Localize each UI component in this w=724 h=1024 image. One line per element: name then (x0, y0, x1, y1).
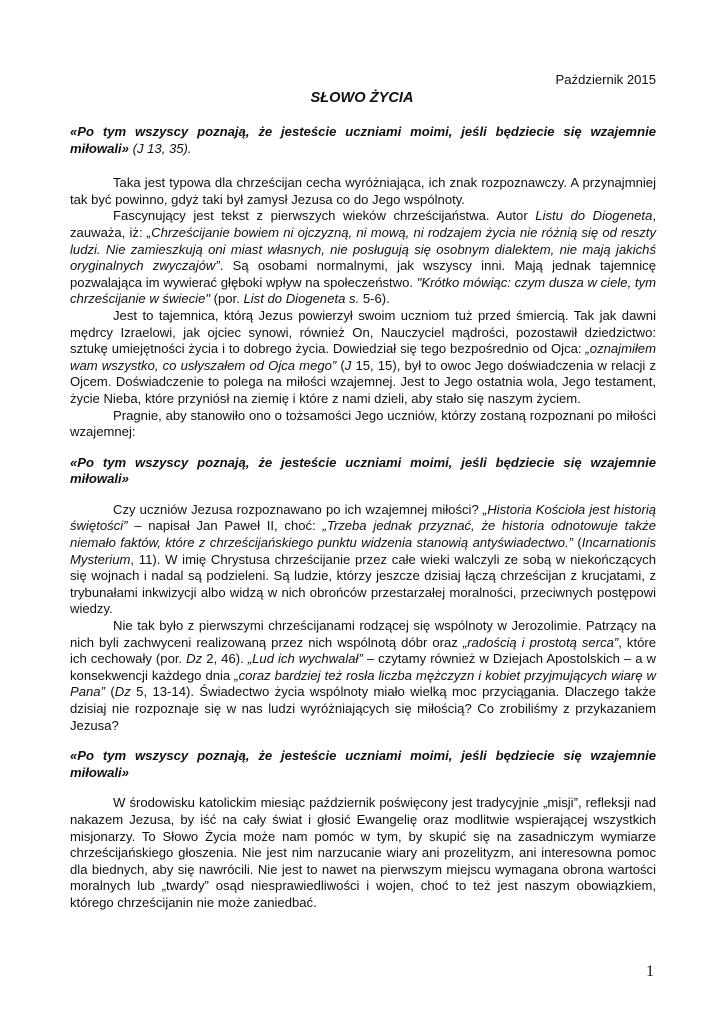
paragraph-7: W środowisku katolickim miesiąc październik poświęcony jest tradycyjnie „misji”, refleksji nad nakazem Jezusa, by iść na cały świat i głosić Ewangelię oraz modlitwie wspierającej wszystkich misjonarzy. To Słowo Życia może nam pomóc w tym, by skupić się na zasadniczym wymiarze chrześcijańskiego głoszenia. Nie jest nim narzucanie wiary ani prozelityzm, ani interesowna pomoc dla biednych, aby się nawrócili. Nie jest to nawet na pierwszym miejscu wymagana obrona wartości moralnych lub „twardy” osąd niesprawiedliwości i wojen, choć to też jest naszym obowiązkiem, którego chrześcijanin nie może zaniedbać. (70, 795, 656, 910)
motto-reference: (J 13, 35). (132, 140, 192, 156)
motto-quote: «Po tym wszyscy poznają, że jesteście uczniami moimi, jeśli będziecie się wzajemnie miłowali» (70, 124, 656, 156)
body-text (70, 124, 656, 912)
page-title: SŁOWO ŻYCIA (310, 90, 414, 106)
paragraph-5: Czy uczniów Jezusa rozpoznawano po ich wzajemnej miłości? „Historia Kościoła jest historią świętości” – napisał Jan Paweł II, choć: „Trzeba jednak przyznać, że historia odnotowuje także niemało faktów, które z chrześcijańskiego punktu widzenia stanowią antyświadectwo.” (Incarnationis Mysterium, 11). W imię Chrystusa chrześcijanie przez całe wieki walczyli ze sobą w niekończących się wojnach i nadal są podzieleni. Są ludzie, którzy jeszcze dzisiaj łączą chrześcijan z krucjatami, z trybunałami inkwizycji albo widzą w nich obrońców przestarzałej moralności, przeciwnych postępowi wiedzy. (70, 501, 657, 617)
paragraph-3: Jest to tajemnica, którą Jezus powierzył swoim uczniom tuż przed śmiercią. Tak jak dawni mędrcy Izraelowi, jak ojciec synowi, również On, Nauczyciel mądrości, pozostawił dziedzictwo: sztukę umiejętności życia i to dobrego życia. Dowiedział się tego bezpośrednio od Ojca: „oznajmiłem wam wszystko, co usłyszałem od Ojca mego” (J 15, 15), był to owoc Jego doświadczenia w relacji z Ojcem. Doświadczenie to polega na miłości wzajemnej. Jest to Jego ostatnia wola, Jego testament, życie Nieba, które przyniósł na ziemię i które z nami dzieli, aby stało się naszym życiem. (70, 307, 656, 406)
motto-quote-3: «Po tym wszyscy poznają, że jesteście uczniami moimi, jeśli będziecie się wzajemnie miłowali» (70, 748, 656, 780)
paragraph-4: Pragnie, aby stanowiło ono o tożsamości Jego uczniów, którzy zostaną rozpoznani po miłości wzajemnej: (70, 407, 656, 440)
date-label: Październik 2015 (555, 72, 656, 87)
motto-block (70, 124, 656, 157)
paragraph-6: Nie tak było z pierwszymi chrześcijanami rodzącej się wspólnoty w Jerozolimie. Patrzący na nich byli zachwyceni realizowaną przez nich wspólnotą dóbr oraz „radością i prostotą serca”, które ich cechowały (por. Dz 2, 46). „Lud ich wychwalał” – czytamy również w Dziejach Apostolskich – a w konsekwencji każdego dnia „coraz bardziej też rosła liczba mężczyzn i kobiet przyjmujących wiarę w Pana” (Dz 5, 13-14). Świadectwo życia wspólnoty miało wielką moc przyciągania. Dlaczego także dzisiaj nie rozpoznaje się w nas ludzi wyróżniających się miłością? Co zrobiliśmy z przykazaniem Jezusa? (70, 618, 657, 733)
page-number: 1 (646, 963, 654, 980)
motto-quote-2: «Po tym wszyscy poznają, że jesteście uczniami moimi, jeśli będziecie się wzajemnie miłowali» (70, 454, 656, 487)
paragraph-2: Fascynujący jest tekst z pierwszych wieków chrześcijaństwa. Autor Listu do Diogeneta, zauważa, iż: „Chrześcijanie bowiem ni ojczyzną, ni mową, ni rodzajem życia nie różnią się od reszty ludzi. Nie zamieszkują oni miast własnych, nie posługują się osobnym dialektem, nie mają jakichś oryginalnych zwyczajów”. Są osobami normalnymi, jak wszyscy inni. Mają jednak tajemnicę pozwalająca im wywierać głęboki wpływ na społeczeństwo. "Krótko mówiąc: czym dusza w ciele, tym chrześcijanie w świecie" (por. List do Diogeneta s. 5-6). (70, 208, 656, 307)
paragraph-1: Taka jest typowa dla chrześcijan cecha wyróżniająca, ich znak rozpoznawczy. A przynajmniej tak być powinno, gdyż taki był zamysł Jezusa co do Jego wspólnoty. (70, 175, 656, 207)
